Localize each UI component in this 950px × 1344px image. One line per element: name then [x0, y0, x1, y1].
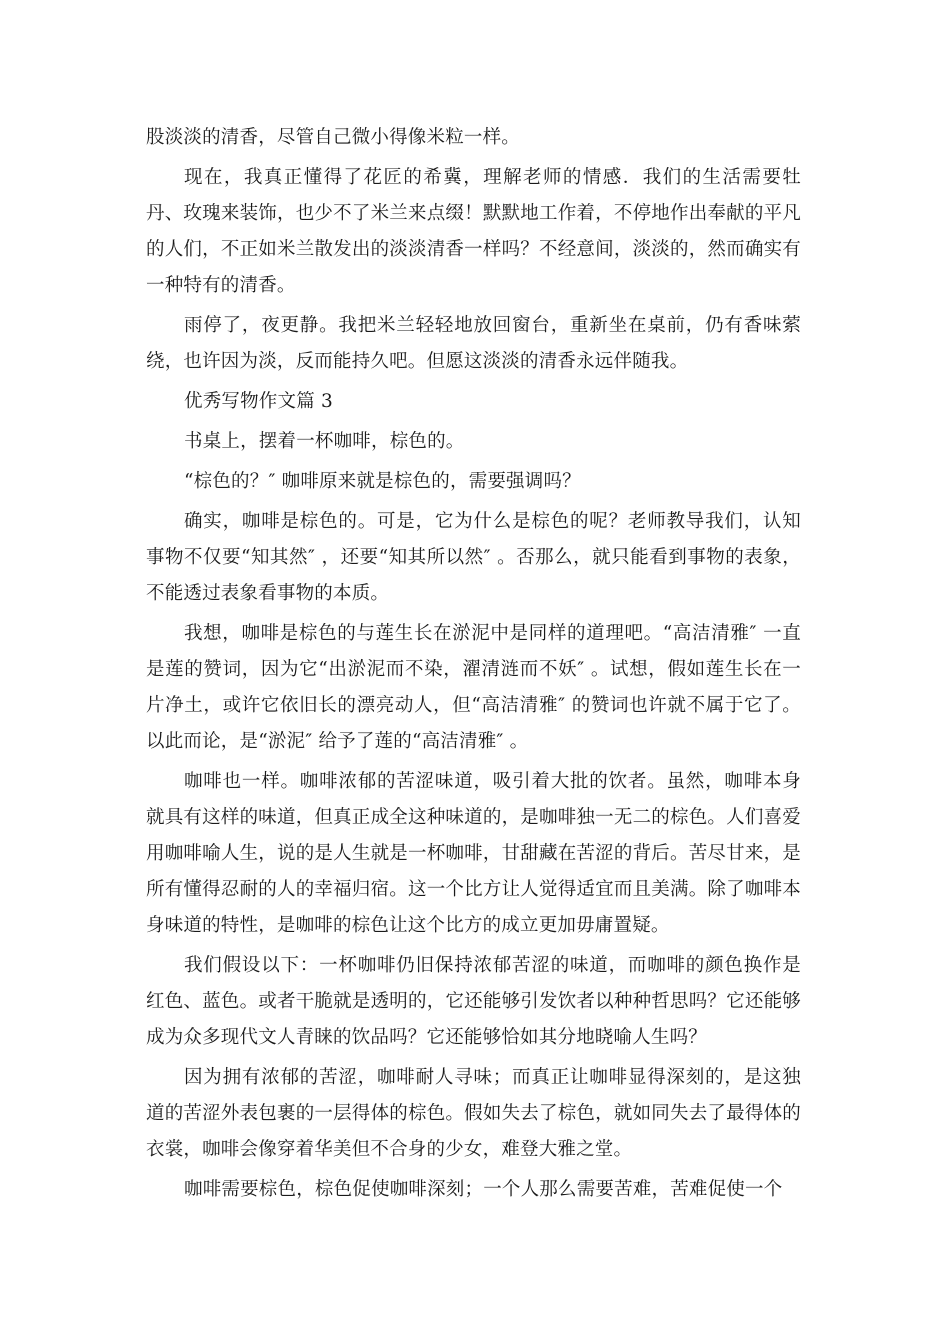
paragraph-8: 咖啡也一样。咖啡浓郁的苦涩味道，吸引着大批的饮者。虽然，咖啡本身就具有这样的味道，但真正成全这种味道的，是咖啡独一无二的棕色。人们喜爱用咖啡喻人生，说的是人生就是一杯咖啡，甘甜藏在苦涩的背后。苦尽甘来，是所有懂得忍耐的人的幸福归宿。这一个比方让人觉得适宜而且美满。除了咖啡本身味道的特性，是咖啡的棕色让这个比方的成立更加毋庸置疑。: [146, 771, 801, 936]
paragraph-6: 确实，咖啡是棕色的。可是，它为什么是棕色的呢？老师教导我们，认知事物不仅要“知其然″ ，还要“知其所以然″ 。否那么，就只能看到事物的表象，不能透过表象看事物的本质。: [146, 511, 801, 604]
paragraph-1: 股淡淡的清香，尽管自己微小得像米粒一样。: [146, 127, 521, 148]
paragraph-7: 我想，咖啡是棕色的与莲生长在淤泥中是同样的道理吧。“高洁清雅″ 一直是莲的赞词，因为它“出淤泥而不染，濯清涟而不妖″ 。试想，假如莲生长在一片净土，或许它依旧长的漂亮动人，但“高洁清雅″ 的赞词也许就不属于它了。以此而论，是“淤泥″ 给予了莲的“高洁清雅″ 。: [146, 623, 801, 752]
document-body: [146, 120, 801, 1212]
paragraph-9: 我们假设以下：一杯咖啡仍旧保持浓郁苦涩的味道，而咖啡的颜色换作是红色、蓝色。或者干脆就是透明的，它还能够引发饮者以种种哲思吗？它还能够成为众多现代文人青睐的饮品吗？它还能够恰如其分地晓喻人生吗？: [146, 955, 801, 1048]
paragraph-5: “棕色的？″ 咖啡原来就是棕色的，需要强调吗？: [184, 471, 581, 492]
paragraph-11: 咖啡需要棕色，棕色促使咖啡深刻；一个人那么需要苦难，苦难促使一个: [184, 1179, 783, 1200]
paragraph-4: 书桌上，摆着一杯咖啡，棕色的。: [184, 431, 465, 452]
paragraph-3: 雨停了，夜更静。我把米兰轻轻地放回窗台，重新坐在桌前，仍有香味萦绕，也许因为淡，反而能持久吧。但愿这淡淡的清香永远伴随我。: [146, 315, 801, 372]
paragraph-10: 因为拥有浓郁的苦涩，咖啡耐人寻味；而真正让咖啡显得深刻的，是这独道的苦涩外表包裹的一层得体的棕色。假如失去了棕色，就如同失去了最得体的衣裳，咖啡会像穿着华美但不合身的少女，难登大雅之堂。: [146, 1067, 801, 1160]
paragraph-2: 现在，我真正懂得了花匠的希冀，理解老师的情感．我们的生活需要牡丹、玫瑰来装饰，也少不了米兰来点缀！默默地工作着，不停地作出奉献的平凡的人们，不正如米兰散发出的淡淡清香一样吗？不经意间，淡淡的，然而确实有一种特有的清香。: [146, 167, 801, 296]
section-heading: 优秀写物作文篇 3: [184, 391, 333, 412]
